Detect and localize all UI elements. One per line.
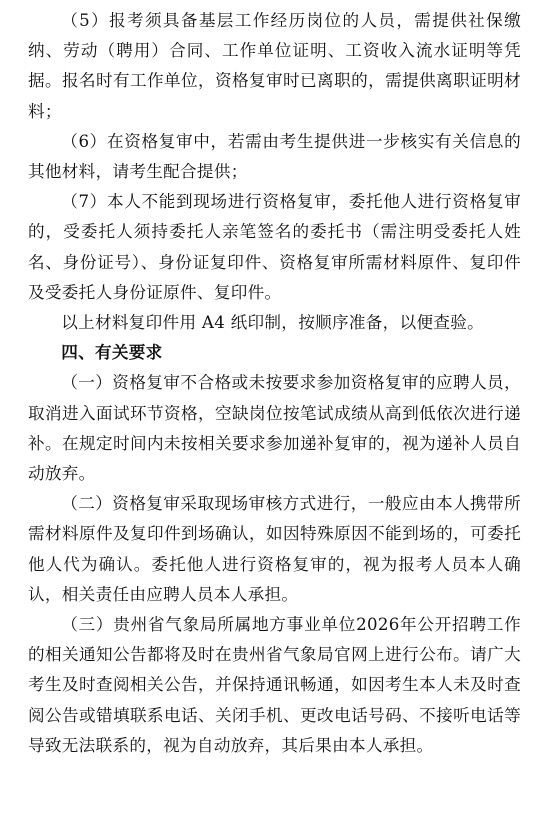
document-body — [28, 6, 521, 761]
paragraph-item-7: （7）本人不能到现场进行资格复审，委托他人进行资格复审的，受委托人须持委托人亲笔签名的委托书（需注明受委托人姓名、身份证号）、身份证复印件、资格复审所需材料原件、复印件及受委托人身份证原件、复印件。 — [28, 192, 521, 302]
paragraph-requirement-2: （二）资格复审采取现场审核方式进行，一般应由本人携带所需材料原件及复印件到场确认，如因特殊原因不能到场的，可委托他人代为确认。委托他人进行资格复审的，视为报考人员本人确认，相关责任由应聘人员本人承担。 — [28, 494, 521, 604]
paragraph-item-5: （5）报考须具备基层工作经历岗位的人员，需提供社保缴纳、劳动（聘用）合同、工作单位证明、工资收入流水证明等凭据。报名时有工作单位，资格复审时已离职的，需提供离职证明材料； — [28, 11, 521, 121]
paragraph-requirement-3: （三）贵州省气象局所属地方事业单位2026年公开招聘工作的相关通知公告都将及时在贵州省气象局官网上进行公布。请广大考生及时查阅相关公告，并保持通讯畅通，如因考生本人未及时查阅公告或错填联系电话、关闭手机、更改电话号码、不接听电话等导致无法联系的，视为自动放弃，其后果由本人承担。 — [28, 615, 521, 755]
section-heading-requirements: 四、有关要求 — [61, 343, 163, 363]
paragraph-a4-note: 以上材料复印件用 A4 纸印制，按顺序准备，以便查验。 — [61, 313, 485, 333]
paragraph-requirement-1: （一）资格复审不合格或未按要求参加资格复审的应聘人员，取消进入面试环节资格，空缺岗位按笔试成绩从高到低依次进行递补。在规定时间内未按相关要求参加递补复审的，视为递补人员自动放弃。 — [28, 373, 521, 484]
paragraph-item-6: （6）在资格复审中，若需由考生提供进一步核实有关信息的其他材料，请考生配合提供； — [28, 131, 521, 182]
